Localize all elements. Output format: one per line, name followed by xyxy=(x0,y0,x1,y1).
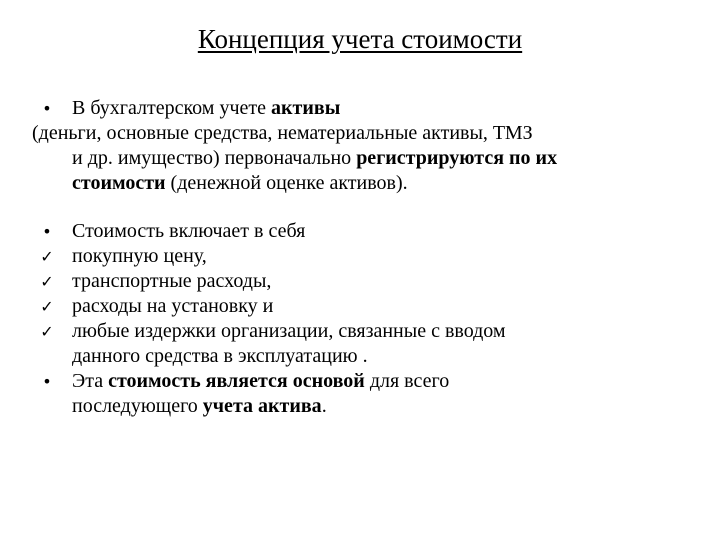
paragraph-line: (деньги, основные средства, нематериальные активы, ТМЗ xyxy=(32,122,533,144)
bullet-icon: • xyxy=(42,372,52,391)
checkmark-icon: ✓ xyxy=(40,272,54,291)
check-item: ✓ покупную цену, xyxy=(32,244,692,269)
check-item: ✓ расходы на установку и xyxy=(32,294,692,319)
slide-content xyxy=(32,96,692,419)
paragraph-line: стоимости (денежной оценке активов). xyxy=(72,172,408,194)
checkmark-icon: ✓ xyxy=(40,297,54,316)
paragraph-line: последующего учета актива. xyxy=(72,395,327,417)
check-item: ✓ транспортные расходы, xyxy=(32,269,692,294)
bullet-icon: • xyxy=(42,99,52,118)
paragraph-line: и др. имущество) первоначально регистрируются по их xyxy=(72,147,558,169)
bullet-item-basis: • Эта стоимость является основой для всего xyxy=(32,369,692,394)
paragraph-line: данного средства в эксплуатацию . xyxy=(72,345,368,367)
bullet-icon: • xyxy=(42,222,52,241)
slide-title: Концепция учета стоимости xyxy=(197,24,523,54)
check-item: ✓ любые издержки организации, связанные с вводом xyxy=(32,319,692,344)
checkmark-icon: ✓ xyxy=(40,322,54,341)
bullet-item-cost: • Стоимость включает в себя xyxy=(32,219,692,244)
checkmark-icon: ✓ xyxy=(40,247,54,266)
bullet-item-assets: • В бухгалтерском учете активы xyxy=(32,96,692,121)
